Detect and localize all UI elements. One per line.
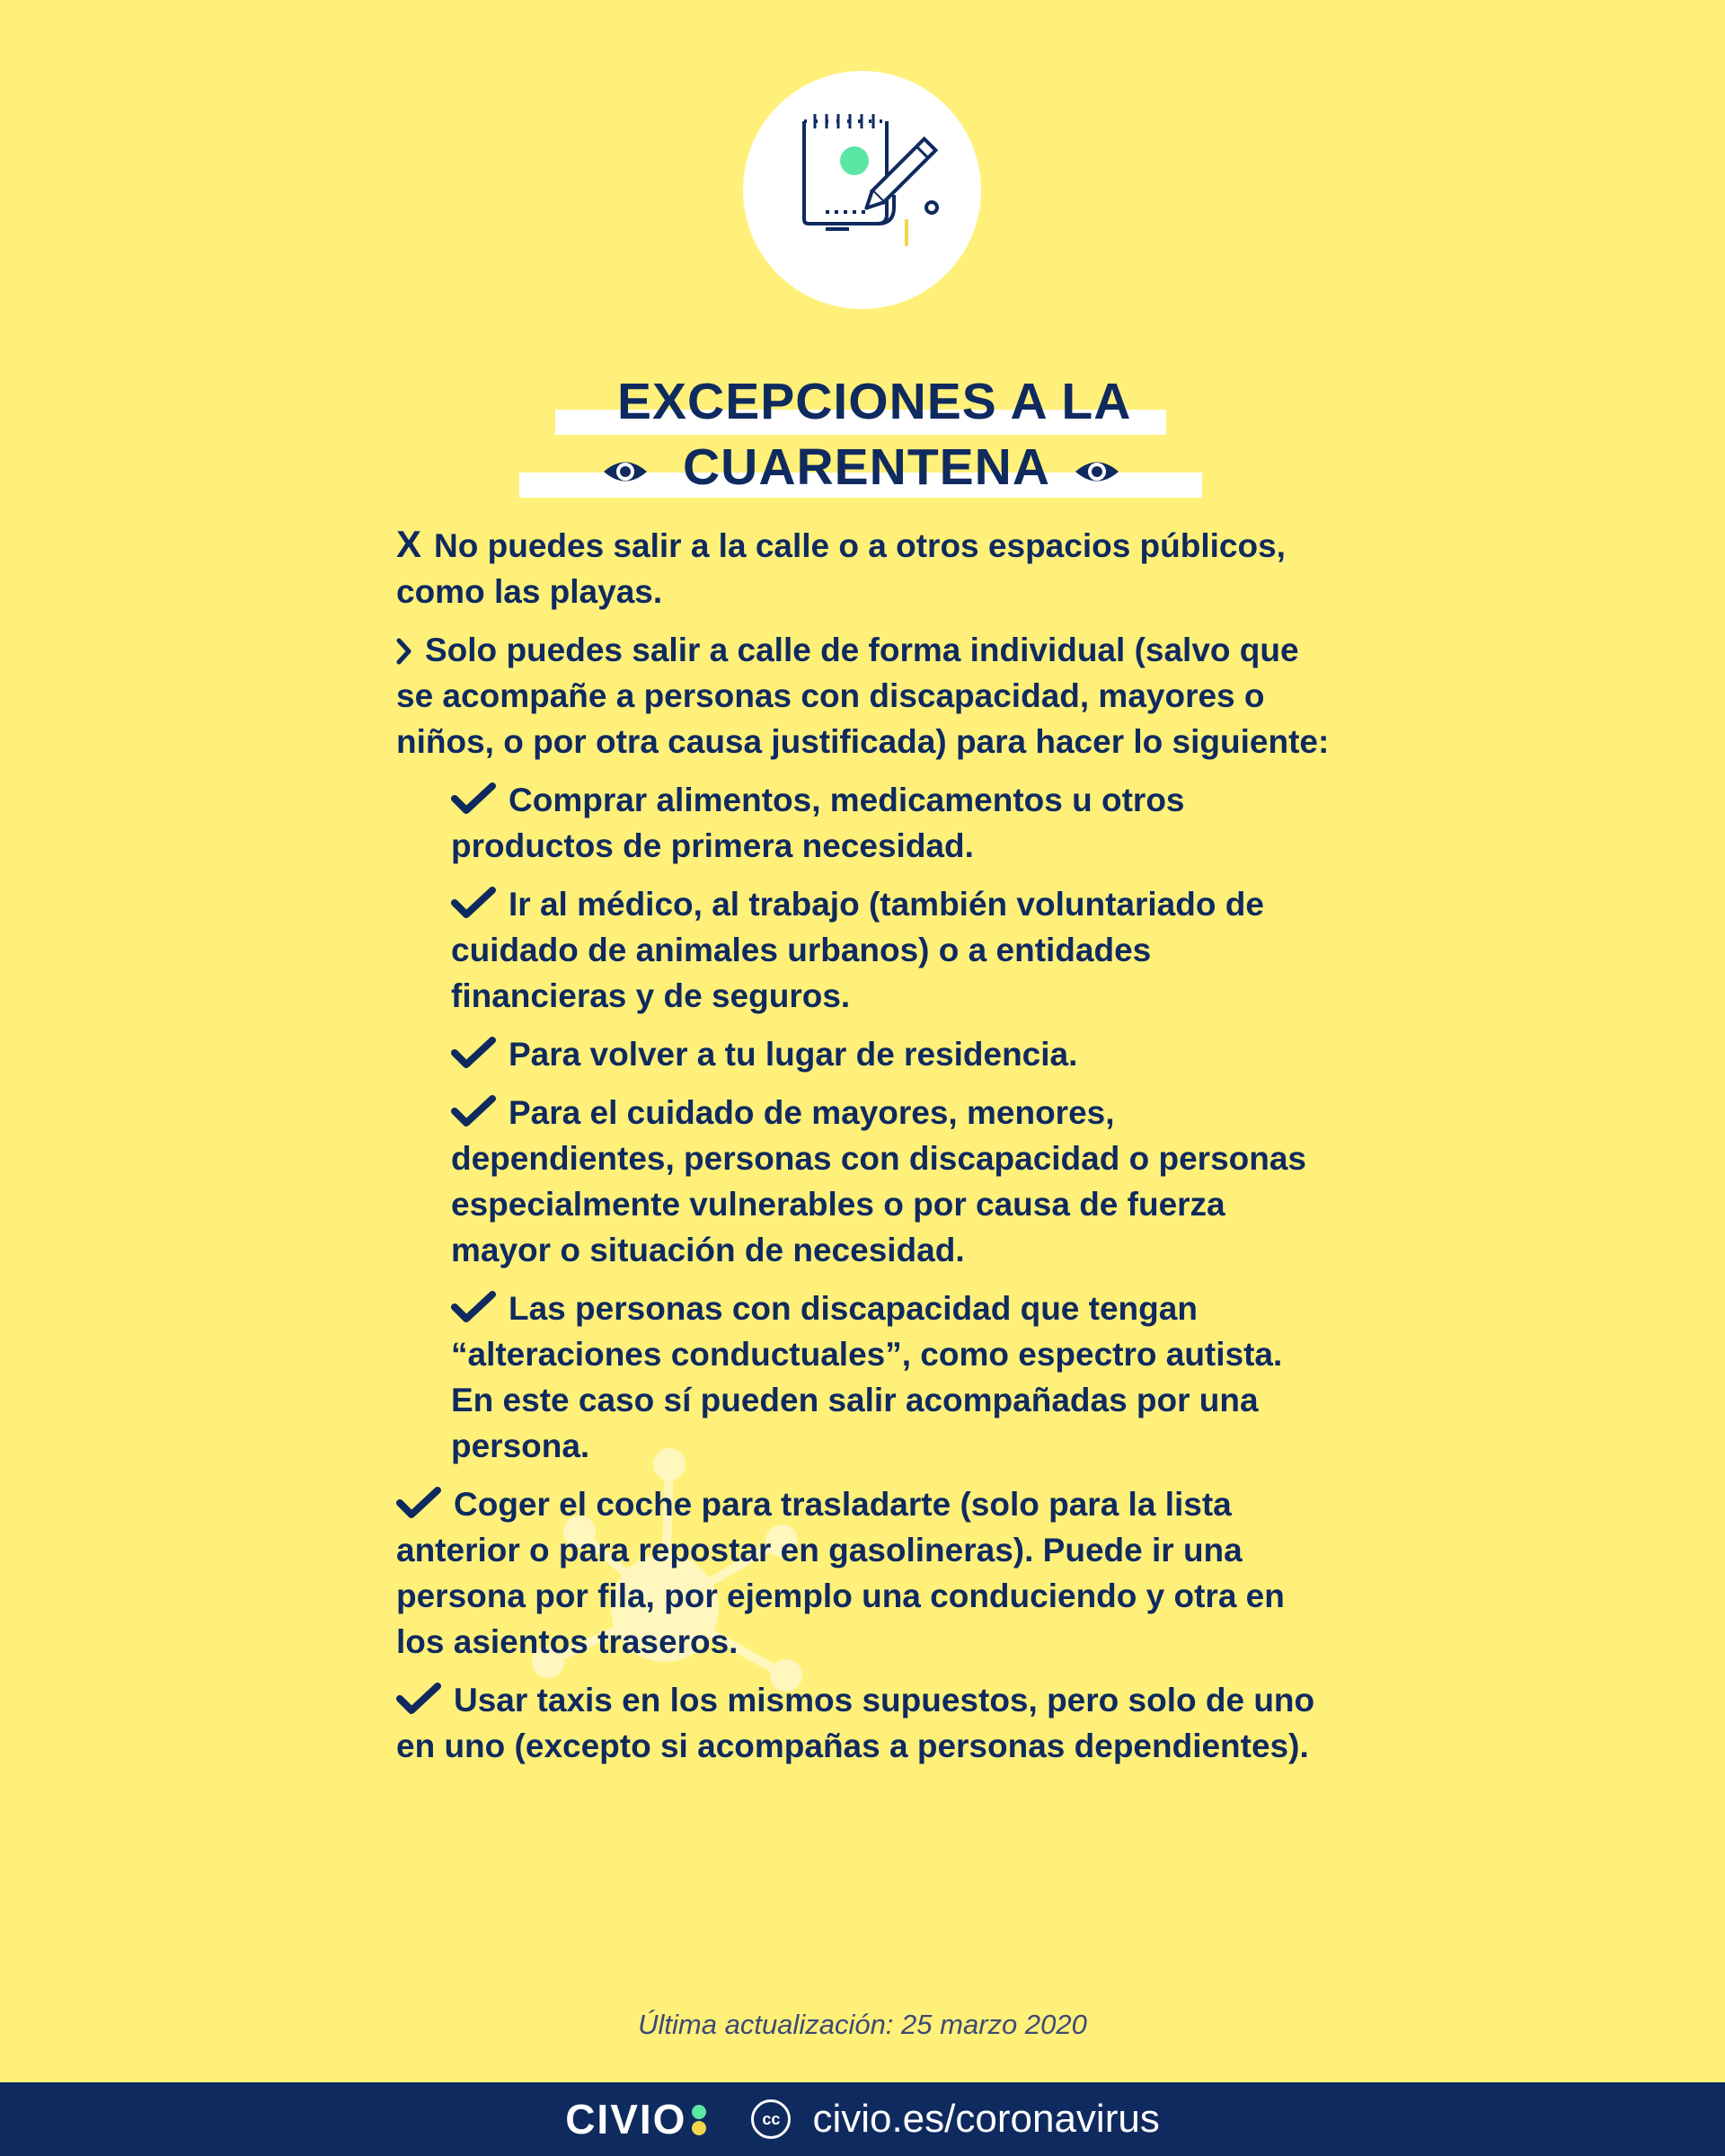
list-item xyxy=(396,627,1331,764)
list-item xyxy=(396,1677,1331,1769)
check-icon xyxy=(451,881,496,927)
notepad-pencil-icon xyxy=(743,71,981,309)
footer-link[interactable]: civio.es/coronavirus xyxy=(812,2097,1160,2141)
list-item-text: No puedes salir a la calle o a otros espacios públicos, como las playas. xyxy=(396,527,1286,610)
list-item-text: Comprar alimentos, medicamentos u otros productos de primera necesidad. xyxy=(451,782,1185,864)
list-item-text: Solo puedes salir a calle de forma individual (salvo que se acompañe a personas con discapacidad, mayores o niños, o por otra causa justificada) para hacer lo siguiente: xyxy=(396,632,1330,760)
list-item-text: Ir al médico, al trabajo (también voluntariado de cuidado de animales urbanos) o a entidades financieras y de seguros. xyxy=(451,886,1264,1014)
list-item-text: Coger el coche para trasladarte (solo para la lista anterior o para repostar en gasolineras). Puede ir una persona por fila, por ejemplo una conduciendo y otra en los asientos traseros. xyxy=(396,1486,1285,1660)
list-item xyxy=(396,1481,1331,1665)
check-icon xyxy=(451,777,496,823)
page-title: CUARENTENA xyxy=(683,438,1050,496)
list-item xyxy=(396,521,1331,614)
list-item-text: Las personas con discapacidad que tengan “alteraciones conductuales”, como espectro autista. En este caso sí pueden salir acompañadas por una persona. xyxy=(451,1290,1283,1464)
list-item-text: Usar taxis en los mismos supuestos, pero solo de uno en uno (excepto si acompañas a personas dependientes). xyxy=(396,1682,1315,1764)
creative-commons-icon: cc xyxy=(751,2099,791,2139)
last-updated-text: Última actualización: 25 marzo 2020 xyxy=(638,2009,1087,2040)
list-item xyxy=(451,1090,1331,1273)
list-item xyxy=(451,1031,1331,1077)
chevron-right-icon xyxy=(396,627,412,673)
eye-icon xyxy=(1073,456,1121,487)
list-item xyxy=(451,881,1331,1019)
brand-text: CIVIO xyxy=(565,2096,687,2143)
exceptions-list xyxy=(396,521,1331,1781)
page-title: EXCEPCIONES A LA xyxy=(617,373,1132,430)
eye-icon xyxy=(601,456,650,487)
list-item-text: Para el cuidado de mayores, menores, dependientes, personas con discapacidad o personas especialmente vulnerables o por causa de fuerza mayor o situación de necesidad. xyxy=(451,1094,1307,1268)
check-icon xyxy=(451,1286,496,1331)
footer-bar xyxy=(0,2082,1725,2156)
check-icon xyxy=(396,1677,441,1723)
civio-logo[interactable] xyxy=(565,2095,708,2143)
check-icon xyxy=(451,1090,496,1135)
list-item xyxy=(451,777,1331,869)
list-item xyxy=(451,1286,1331,1469)
check-icon xyxy=(396,1481,441,1527)
check-icon xyxy=(451,1031,496,1077)
cross-icon: X xyxy=(396,523,422,565)
list-item-text: Para volver a tu lugar de residencia. xyxy=(509,1036,1078,1073)
brand-dots-icon xyxy=(690,2099,708,2139)
